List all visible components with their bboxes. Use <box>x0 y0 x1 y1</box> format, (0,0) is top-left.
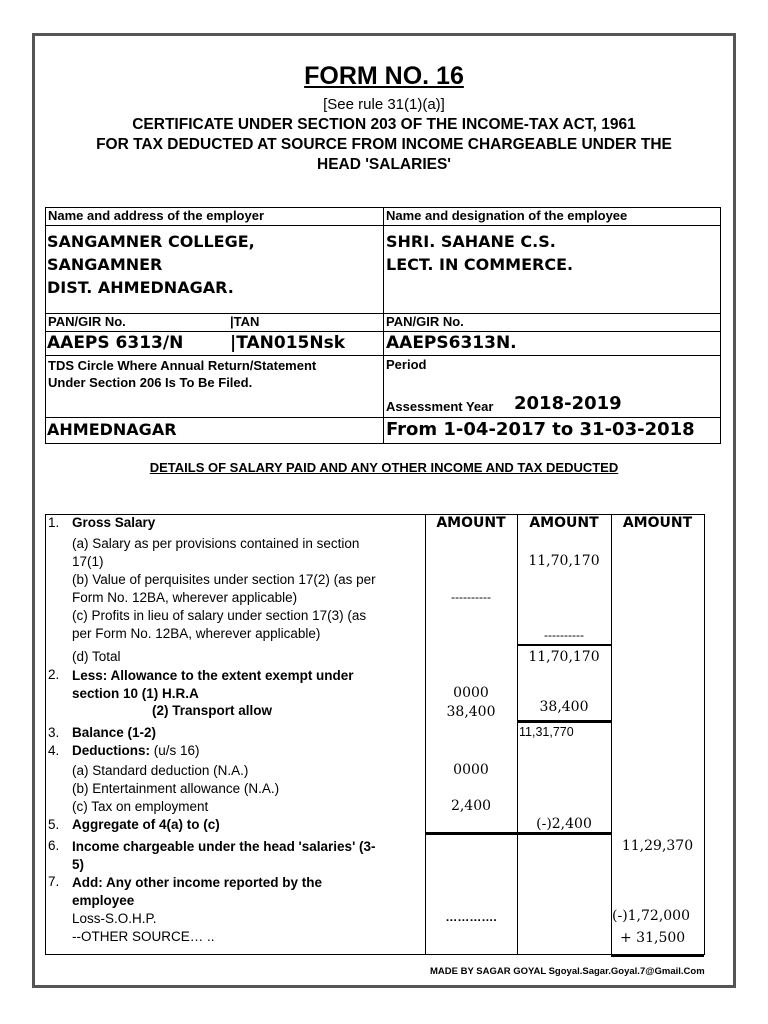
amount-header: AMOUNT <box>436 515 506 531</box>
total-value: 11,70,170 <box>528 649 600 665</box>
form-title: FORM NO. 16 <box>304 62 464 90</box>
text-line: per Form No. 12BA, wherever applicable) <box>72 626 321 641</box>
employee-name: SHRI. SAHANE C.S. <box>386 232 556 251</box>
text-line: Add: Any other income reported by the <box>72 875 323 890</box>
text-line: Form No. 12BA, wherever applicable) <box>72 590 298 605</box>
aggregate-label: Aggregate of 4(a) to (c) <box>72 817 220 832</box>
other-income-items <box>72 910 215 946</box>
total-label: (d) Total <box>72 649 121 664</box>
employer-pan-label: PAN/GIR No. <box>48 314 126 329</box>
employee-pan: AAEPS6313N. <box>386 333 517 353</box>
cert-line: HEAD 'SALARIES' <box>317 156 451 173</box>
employer-tan-label: |TAN <box>230 314 260 329</box>
text-line: (c) Tax on employment <box>72 799 209 814</box>
amount-header: AMOUNT <box>529 515 599 531</box>
tds-circle-value: AHMEDNAGAR <box>47 420 177 439</box>
employee-details <box>386 230 573 276</box>
text-line: 5) <box>72 857 85 872</box>
gross-salary-label: Gross Salary <box>72 515 156 530</box>
employee-pan-label: PAN/GIR No. <box>386 314 464 329</box>
employer-pan: AAEPS 6313/N <box>47 333 184 353</box>
text-line: Less: Allowance to the extent exempt under <box>72 668 354 683</box>
item-number: 5. <box>48 817 60 832</box>
income-chargeable-value: 11,29,370 <box>621 838 694 854</box>
employer-line: DIST. AHMEDNAGAR. <box>47 278 234 297</box>
period-value: From 1-04-2017 to 31-03-2018 <box>386 419 695 440</box>
deductions-note: (u/s 16) <box>150 743 200 758</box>
salary-17-1 <box>72 535 376 643</box>
tds-label-line: Under Section 206 Is To Be Filed. <box>48 375 253 390</box>
form-rule: [See rule 31(1)(a)] <box>323 96 445 113</box>
loss-value: (-)1,72,000 <box>612 908 690 924</box>
details-title: DETAILS OF SALARY PAID AND ANY OTHER INCOME AND TAX DEDUCTED <box>149 460 619 475</box>
employer-tan: |TAN015Nsk <box>230 333 346 353</box>
transport-label: (2) Transport allow <box>152 703 273 718</box>
text-line: (a) Salary as per provisions contained in section <box>72 536 360 551</box>
allowance-label <box>72 667 354 703</box>
text-line: (b) Entertainment allowance (N.A.) <box>72 781 280 796</box>
item-number: 7. <box>48 874 60 889</box>
item-number: 4. <box>48 743 60 758</box>
employer-address <box>47 230 255 299</box>
hra-value: 0000 <box>453 685 489 701</box>
assessment-year-label: Assessment Year <box>386 399 494 414</box>
text-line: Loss-S.O.H.P. <box>72 911 157 926</box>
aggregate-value: (-)2,400 <box>536 816 592 832</box>
employer-line: SANGAMNER COLLEGE, <box>47 232 255 251</box>
text-line: --OTHER SOURCE… .. <box>72 929 215 944</box>
deductions-bold: Deductions: <box>72 743 151 758</box>
employee-designation: LECT. IN COMMERCE. <box>386 255 574 274</box>
tds-label-line: TDS Circle Where Annual Return/Statement <box>48 358 317 373</box>
item-number: 1. <box>48 515 60 530</box>
employer-label: Name and address of the employer <box>48 208 265 223</box>
text-line: (a) Standard deduction (N.A.) <box>72 763 249 778</box>
balance-value: 11,31,770 <box>519 725 574 739</box>
item-number: 2. <box>48 667 60 682</box>
text-line: Income chargeable under the head 'salaries' (3- <box>72 839 376 854</box>
other-income-label <box>72 874 322 910</box>
employer-line: SANGAMNER <box>47 255 163 274</box>
amount-header: AMOUNT <box>622 515 693 531</box>
deduction-items <box>72 762 279 816</box>
text-line: employee <box>72 893 135 908</box>
employee-label: Name and designation of the employee <box>386 208 628 223</box>
text-line: section 10 (1) H.R.A <box>72 686 199 701</box>
certificate-heading <box>0 115 768 175</box>
tds-circle-label <box>48 357 316 391</box>
salary-value: 11,70,170 <box>528 553 600 569</box>
tax-employment-value: 2,400 <box>450 798 492 814</box>
cert-line: CERTIFICATE UNDER SECTION 203 OF THE INCOME-TAX ACT, 1961 <box>132 116 636 133</box>
profits-value: ---------- <box>544 628 584 642</box>
text-line: 17(1) <box>72 554 104 569</box>
balance-label: Balance (1-2) <box>72 725 157 740</box>
text-line: (c) Profits in lieu of salary under section 17(3) (as <box>72 608 367 623</box>
item-number: 6. <box>48 838 60 853</box>
item-number: 3. <box>48 725 60 740</box>
transport-value: 38,400 <box>446 704 496 720</box>
text-line: (b) Value of perquisites under section 17(2) (as per <box>72 572 376 587</box>
assessment-year: 2018-2019 <box>514 393 622 414</box>
cert-line: FOR TAX DEDUCTED AT SOURCE FROM INCOME CHARGEABLE UNDER THE <box>96 136 672 153</box>
other-source-value: + 31,500 <box>620 930 686 946</box>
standard-deduction-value: 0000 <box>453 762 489 778</box>
deductions-label <box>72 743 200 758</box>
allowance-total: 38,400 <box>539 699 589 715</box>
dots-value: …………. <box>445 910 497 924</box>
income-chargeable-label <box>72 838 376 874</box>
period-label: Period <box>386 357 427 372</box>
perquisites-value: ---------- <box>451 590 491 604</box>
footer-credit: MADE BY SAGAR GOYAL Sgoyal.Sagar.Goyal.7@Gmail.Com <box>430 966 705 977</box>
